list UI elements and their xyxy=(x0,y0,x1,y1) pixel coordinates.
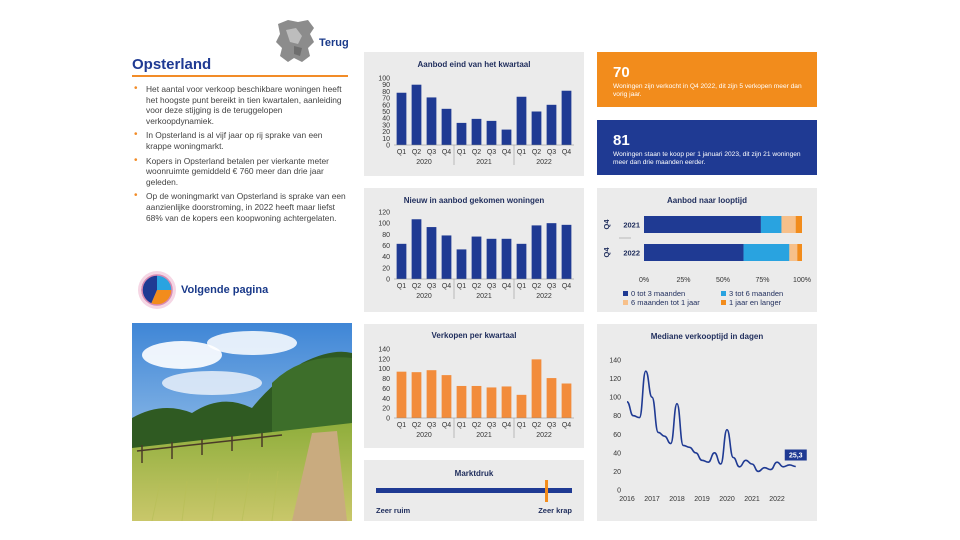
row-group-label: Q4 xyxy=(602,247,611,258)
y-tick-label: 70 xyxy=(382,95,390,103)
x-tick-label: Q3 xyxy=(546,283,557,290)
x-group-label: 2021 xyxy=(476,432,492,439)
legend-label: 3 tot 6 maanden xyxy=(729,289,784,298)
bar xyxy=(487,239,497,279)
y-tick-label: 100 xyxy=(609,394,621,402)
x-group-label: 2022 xyxy=(536,432,552,439)
legend-swatch xyxy=(623,291,628,296)
y-tick-label: 100 xyxy=(378,220,390,228)
bar xyxy=(502,239,512,279)
y-tick-label: 80 xyxy=(382,231,390,239)
chart-title: Aanbod naar looptijd xyxy=(667,196,747,205)
bar xyxy=(472,119,482,145)
y-tick-label: 40 xyxy=(613,450,621,458)
stacked-bar-segment xyxy=(644,216,761,233)
chart-mediaan xyxy=(597,324,817,521)
x-tick-label: Q4 xyxy=(561,422,572,429)
marktdruk-bar xyxy=(376,488,572,493)
chart-mediaan-panel xyxy=(597,324,817,521)
y-tick-label: 60 xyxy=(382,243,390,250)
pie-chart-icon xyxy=(137,270,177,310)
marktdruk-title: Marktdruk xyxy=(454,469,494,478)
chart-looptijd-panel xyxy=(597,188,817,312)
y-tick-label: 40 xyxy=(382,115,390,123)
x-tick-label: Q3 xyxy=(486,422,497,429)
x-tick-label: 2019 xyxy=(694,496,710,503)
last-value-label: 25,3 xyxy=(788,452,803,460)
x-tick-label: Q1 xyxy=(516,422,527,429)
legend-label: 0 tot 3 maanden xyxy=(631,289,686,298)
x-tick-label: 100% xyxy=(793,277,811,284)
chart-aanbod xyxy=(364,52,584,176)
x-tick-label: Q2 xyxy=(531,422,542,429)
x-tick-label: Q4 xyxy=(501,283,512,290)
row-group-label: Q4 xyxy=(602,219,611,230)
y-tick-label: 60 xyxy=(382,385,390,393)
bar xyxy=(517,97,527,145)
y-tick-label: 0 xyxy=(617,487,621,495)
chart-verkopen xyxy=(364,324,584,448)
x-tick-label: Q2 xyxy=(531,149,542,156)
y-tick-label: 120 xyxy=(609,376,621,384)
x-group-label: 2021 xyxy=(476,159,492,166)
bar xyxy=(427,370,437,418)
y-tick-label: 80 xyxy=(613,413,621,421)
y-tick-label: 120 xyxy=(378,356,390,364)
y-tick-label: 100 xyxy=(378,75,390,83)
x-tick-label: Q1 xyxy=(456,422,467,429)
x-tick-label: Q1 xyxy=(516,149,527,156)
legend-swatch xyxy=(721,291,726,296)
x-tick-label: 75% xyxy=(755,277,770,284)
bar xyxy=(442,375,452,418)
bar xyxy=(517,244,527,279)
bar xyxy=(517,395,527,418)
bar xyxy=(427,227,437,279)
row-label: 2021 xyxy=(623,220,640,230)
bar xyxy=(397,372,407,418)
bar xyxy=(532,359,542,418)
marktdruk-right-label: Zeer krap xyxy=(538,506,572,515)
bar xyxy=(427,97,437,145)
stat-value: 70 xyxy=(613,64,630,81)
x-tick-label: Q1 xyxy=(456,149,467,156)
y-tick-label: 20 xyxy=(613,468,621,476)
series-line xyxy=(627,371,796,471)
stat-text: Woningen zijn verkocht in Q4 2022, dit zijn 5 verkopen meer dan vorig jaar. xyxy=(613,83,802,98)
y-tick-label: 40 xyxy=(382,254,390,262)
intro-bullet: • Kopers in Opsterland betalen per vierkante meter woonruimte gemiddeld € 760 meer dan drie jaar geleden. xyxy=(132,156,350,188)
y-tick-label: 80 xyxy=(382,88,390,96)
x-tick-label: Q2 xyxy=(531,283,542,290)
x-tick-label: Q2 xyxy=(411,149,422,156)
y-tick-label: 140 xyxy=(378,346,390,354)
x-tick-label: 2017 xyxy=(644,496,660,503)
bar xyxy=(442,109,452,145)
x-tick-label: 2022 xyxy=(769,496,785,503)
y-tick-label: 30 xyxy=(382,122,390,130)
legend-swatch xyxy=(721,300,726,305)
marktdruk-left-label: Zeer ruim xyxy=(376,506,411,515)
bar xyxy=(397,93,407,145)
intro-bullet-list xyxy=(132,84,350,227)
bar xyxy=(442,235,452,279)
y-tick-label: 60 xyxy=(613,431,621,439)
x-tick-label: Q3 xyxy=(546,149,557,156)
bar xyxy=(457,249,467,279)
y-tick-label: 20 xyxy=(382,129,390,137)
bar xyxy=(487,387,497,418)
x-group-label: 2022 xyxy=(536,159,552,166)
next-page-label: Volgende pagina xyxy=(181,284,269,296)
chart-nieuw xyxy=(364,188,584,312)
bar xyxy=(412,85,422,145)
title-underline xyxy=(132,75,348,77)
x-tick-label: Q3 xyxy=(426,422,437,429)
bar xyxy=(397,244,407,279)
x-tick-label: 50% xyxy=(715,277,731,284)
chart-verkopen-panel xyxy=(364,324,584,448)
stat-card-verkocht xyxy=(597,52,817,107)
y-tick-label: 60 xyxy=(382,102,390,110)
x-tick-label: Q4 xyxy=(441,283,452,290)
bar xyxy=(472,386,482,418)
next-page-button[interactable] xyxy=(137,270,268,310)
bar xyxy=(457,386,467,418)
x-tick-label: Q2 xyxy=(471,149,482,156)
x-tick-label: Q1 xyxy=(456,283,467,290)
chart-title: Aanbod eind van het kwartaal xyxy=(417,60,531,69)
y-tick-label: 120 xyxy=(378,209,390,217)
y-tick-label: 0 xyxy=(386,276,390,284)
x-tick-label: Q2 xyxy=(471,283,482,290)
bar xyxy=(547,378,557,418)
bar xyxy=(562,91,572,145)
x-group-label: 2022 xyxy=(536,293,552,300)
x-tick-label: Q1 xyxy=(516,283,527,290)
stacked-bar-segment xyxy=(789,244,797,261)
region-map-icon[interactable] xyxy=(272,18,316,64)
x-tick-label: Q3 xyxy=(486,149,497,156)
y-tick-label: 90 xyxy=(382,82,390,90)
x-tick-label: 25% xyxy=(676,277,691,284)
marktdruk-panel xyxy=(364,460,584,521)
chart-title: Nieuw in aanbod gekomen woningen xyxy=(403,196,545,205)
legend-label: 1 jaar en langer xyxy=(729,298,782,307)
x-tick-label: Q3 xyxy=(546,422,557,429)
bar xyxy=(502,386,512,418)
bar xyxy=(547,105,557,145)
y-tick-label: 10 xyxy=(382,135,390,143)
bar xyxy=(412,219,422,279)
stat-card-te-koop xyxy=(597,120,817,175)
y-tick-label: 50 xyxy=(382,109,390,116)
x-tick-label: 0% xyxy=(638,277,650,284)
x-tick-label: Q2 xyxy=(411,422,422,429)
x-group-label: 2020 xyxy=(416,293,432,300)
x-tick-label: Q4 xyxy=(501,422,512,429)
y-tick-label: 20 xyxy=(382,405,390,413)
stacked-bar-segment xyxy=(797,244,802,261)
x-tick-label: 2018 xyxy=(669,496,685,503)
stat-value: 81 xyxy=(613,132,630,149)
x-tick-label: Q3 xyxy=(426,283,437,290)
y-tick-label: 20 xyxy=(382,265,390,273)
x-group-label: 2020 xyxy=(416,432,432,439)
chart-title: Verkopen per kwartaal xyxy=(431,331,517,340)
x-tick-label: Q3 xyxy=(486,283,497,290)
x-tick-label: Q1 xyxy=(396,283,407,290)
bar xyxy=(562,225,572,279)
x-tick-label: 2021 xyxy=(744,496,760,503)
y-tick-label: 0 xyxy=(386,142,390,150)
x-tick-label: Q4 xyxy=(561,283,572,290)
x-group-label: 2021 xyxy=(476,293,492,300)
y-tick-label: 80 xyxy=(382,376,390,384)
bar xyxy=(487,121,497,145)
chart-aanbod-panel xyxy=(364,52,584,176)
marktdruk-marker xyxy=(545,480,548,502)
x-tick-label: Q4 xyxy=(441,149,452,156)
bar xyxy=(412,372,422,418)
legend-label: 6 maanden tot 1 jaar xyxy=(631,298,700,307)
intro-bullet: • Op de woningmarkt van Opsterland is sprake van een aanzienlijke doorstroming, in 2022 heeft maar liefst 68% van de kopers een koopwoning achtergelaten. xyxy=(132,191,350,223)
y-tick-label: 40 xyxy=(382,395,390,403)
bar xyxy=(547,223,557,279)
bar xyxy=(502,130,512,145)
legend-swatch xyxy=(623,300,628,305)
stacked-bar-segment xyxy=(644,244,744,261)
x-tick-label: Q2 xyxy=(411,283,422,290)
intro-bullet: • Het aantal voor verkoop beschikbare woningen heeft het hoogste punt bereikt in tien kwartalen, aanleiding voor deze stijging is de teruggelopen verkoopdynamiek. xyxy=(132,84,350,126)
y-tick-label: 140 xyxy=(609,357,621,365)
x-tick-label: Q2 xyxy=(471,422,482,429)
bar xyxy=(457,123,467,145)
stacked-bar-segment xyxy=(796,216,802,233)
stacked-bar-segment xyxy=(744,244,790,261)
y-tick-label: 0 xyxy=(386,415,390,423)
x-tick-label: Q3 xyxy=(426,149,437,156)
chart-nieuw-panel xyxy=(364,188,584,312)
x-tick-label: Q1 xyxy=(396,149,407,156)
bar xyxy=(532,225,542,279)
stacked-bar-segment xyxy=(781,216,795,233)
y-tick-label: 100 xyxy=(378,366,390,374)
marktdruk-gauge xyxy=(364,460,584,521)
intro-bullet: • In Opsterland is al vijf jaar op rij sprake van een krappe woningmarkt. xyxy=(132,130,350,151)
bar xyxy=(562,384,572,419)
x-tick-label: Q4 xyxy=(501,149,512,156)
x-tick-label: Q4 xyxy=(561,149,572,156)
page-title: Opsterland xyxy=(132,56,212,73)
bar xyxy=(472,237,482,279)
x-tick-label: 2016 xyxy=(619,496,635,503)
back-link[interactable]: Terug xyxy=(319,37,349,49)
stacked-bar-segment xyxy=(761,216,782,233)
bar xyxy=(532,112,542,146)
row-label: 2022 xyxy=(623,248,640,258)
stat-text: Woningen staan te koop per 1 januari 2023, dit zijn 21 woningen meer dan drie maanden eerder. xyxy=(613,151,801,166)
chart-looptijd xyxy=(597,188,817,312)
x-tick-label: 2020 xyxy=(719,496,735,503)
landscape-photo xyxy=(132,323,352,521)
x-group-label: 2020 xyxy=(416,159,432,166)
chart-title: Mediane verkooptijd in dagen xyxy=(650,332,764,341)
x-tick-label: Q1 xyxy=(396,422,407,429)
x-tick-label: Q4 xyxy=(441,422,452,429)
